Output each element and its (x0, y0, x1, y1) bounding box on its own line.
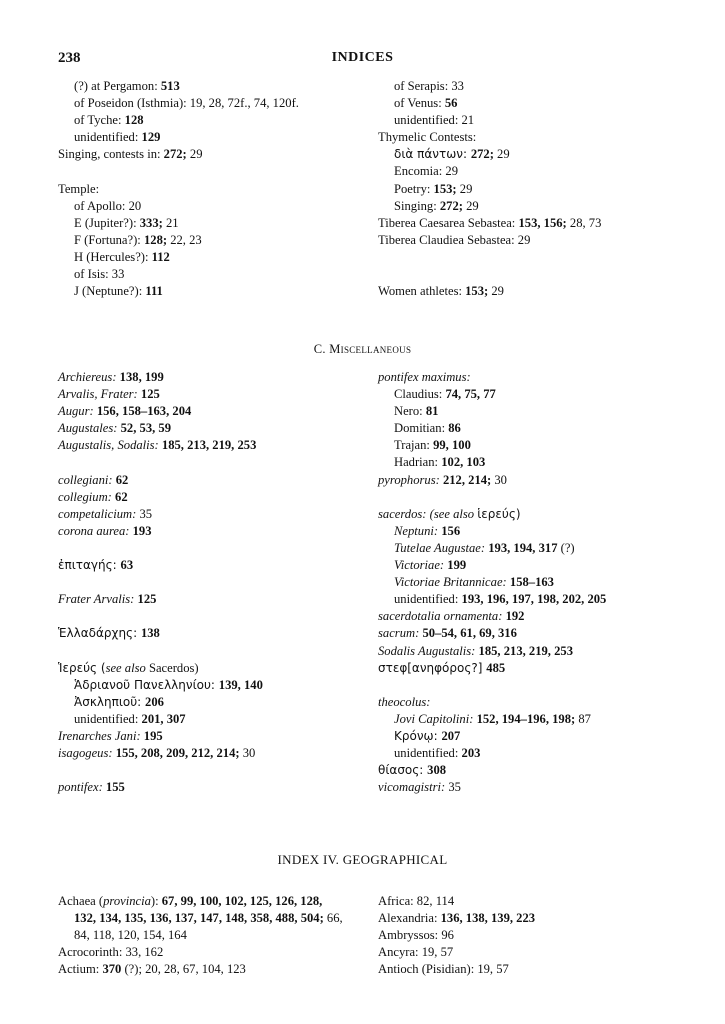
index-text: 206 (145, 694, 164, 709)
index-entry (378, 927, 535, 944)
index-entry (378, 472, 606, 489)
index-text: pontifex: (58, 780, 106, 795)
index-subentry (58, 927, 343, 944)
index-text: Domitian: (394, 421, 449, 436)
index-text: 128; (143, 232, 168, 247)
index-subentry (378, 112, 601, 129)
index-text: 139, 140 (218, 677, 263, 692)
index-text: 62 (115, 472, 129, 487)
index-text: 81 (425, 404, 439, 419)
index-text: 86 (448, 421, 461, 436)
index-entry (378, 625, 606, 642)
index-text: 485 (486, 660, 506, 675)
index-text: Claudius: (394, 387, 446, 402)
index-text: 138, 199 (119, 370, 164, 384)
index-subentry (378, 403, 606, 420)
index-text: 125 (140, 387, 160, 402)
index-text: Hadrian: (394, 455, 442, 470)
index-entry (378, 643, 606, 660)
index-text: 35 (448, 780, 461, 795)
index-subentry (58, 266, 299, 283)
index-text: Africa: 82, 114 (378, 894, 455, 908)
index-subentry (378, 420, 606, 437)
index-text: ἱερεύς) (477, 506, 521, 521)
index-text: 66, (323, 911, 343, 926)
index-subentry (378, 181, 601, 198)
index-text: 50–54, 61, 69, 316 (422, 626, 517, 641)
index-text: Frater Arvalis: (58, 592, 138, 607)
index-subentry (378, 540, 606, 557)
index-text: of Poseidon (Isthmia): 19, 28, 72f., 74, 120f. (74, 96, 299, 111)
index-text: isagogeus: (58, 746, 116, 761)
index-text: 62 (115, 489, 128, 504)
index-text: Victoriae: (394, 558, 448, 573)
index-text: of Apollo: 20 (74, 198, 142, 213)
index-entry (58, 506, 263, 523)
index-text: θίασος: (378, 763, 428, 778)
index-text: Ἁδριανοῦ Πανελληνίου: (74, 677, 219, 692)
index-iv-heading: INDEX IV. GEOGRAPHICAL (277, 852, 448, 867)
index-subentry (378, 146, 601, 163)
geo-left-column (58, 893, 343, 978)
index-text: unidentified: (74, 711, 142, 726)
index-text: Singing, contests in: (58, 147, 164, 162)
index-text: of Isis: 33 (74, 267, 125, 282)
index-text: Ancyra: 19, 57 (378, 945, 454, 960)
index-text: Thymelic Contests: (378, 130, 477, 145)
index-text: Tiberea Caesarea Sebastea: (378, 215, 519, 230)
index-subentry (378, 95, 601, 112)
index-entry (58, 779, 263, 796)
index-text: corona aurea: (58, 523, 133, 538)
index-text: 63 (120, 558, 134, 573)
index-text: 156, 158–163, 204 (96, 404, 192, 419)
index-text: sacerdotalia ornamenta: (378, 609, 506, 624)
index-text: 212, 214; (442, 472, 492, 487)
index-text: (?) at Pergamon: (74, 79, 161, 93)
index-text: 102, 103 (441, 455, 486, 470)
index-text: Neptuni: (394, 523, 442, 538)
index-subentry (378, 711, 606, 728)
index-subentry (58, 283, 299, 300)
index-entry (58, 893, 343, 910)
index-text: sacrum: (378, 626, 423, 641)
index-text: 155, 208, 209, 212, 214; (115, 746, 240, 761)
index-text: Nero: (394, 404, 426, 419)
index-text: 30 (239, 746, 256, 761)
index-entry (378, 283, 601, 300)
index-text: J (Neptune?): (74, 284, 146, 299)
index-text: 185, 213, 219, 253 (478, 643, 573, 658)
index-text: 29 (462, 198, 479, 213)
index-text: of Tyche: (74, 113, 125, 128)
index-text: 193 (132, 523, 152, 538)
spacer (378, 249, 601, 266)
index-entry (58, 728, 263, 745)
index-entry (58, 403, 263, 420)
index-text: Singing: (394, 198, 440, 213)
index-text: 67, 99, 100, 102, 125, 126, 128, (161, 894, 323, 908)
index-text: 29 (493, 147, 510, 162)
index-text: 112 (151, 249, 170, 264)
index-subentry (378, 163, 601, 180)
index-text: Irenarches Jani: (58, 728, 144, 743)
index-text: 132, 134, 135, 136, 137, 147, 148, 358, 488, 504; (74, 911, 324, 926)
spacer (58, 762, 263, 779)
index-text: 272; (470, 147, 494, 162)
index-text: E (Jupiter?): (74, 215, 140, 230)
index-text: 22, 23 (167, 232, 202, 247)
index-subentry (378, 574, 606, 591)
index-text: competalicium: (58, 506, 140, 521)
geo-right-column (378, 893, 535, 978)
misc-left-column (58, 369, 263, 796)
index-entry (378, 232, 601, 249)
index-subentry (58, 129, 299, 146)
index-text: 201, 307 (141, 711, 186, 726)
index-subentry (58, 112, 299, 129)
index-text: theocolus: (378, 694, 431, 709)
spacer (58, 574, 263, 591)
index-text: unidentified: (394, 592, 462, 607)
index-text: 308 (427, 763, 447, 778)
section-c-letter: C. (313, 342, 330, 356)
index-text: provincia (103, 894, 151, 908)
index-text: Victoriae Britannicae: (394, 575, 510, 590)
index-entry (378, 369, 606, 386)
index-text: Ἀσκληπιοῦ: (74, 694, 146, 709)
index-text: 513 (160, 79, 180, 93)
index-entry (58, 745, 263, 762)
index-text: 87 (575, 711, 591, 726)
index-text: 21 (162, 215, 179, 230)
index-text: 74, 75, 77 (445, 387, 496, 402)
index-text: 156 (441, 523, 461, 538)
index-text: στεφ[ανηφόρος?] (378, 660, 487, 675)
index-text: ἐπιταγής: (58, 558, 121, 573)
index-text: 153; (465, 284, 489, 299)
index-subentry (378, 557, 606, 574)
index-text: 138 (140, 626, 160, 641)
index-entry (378, 762, 606, 779)
index-text: (?) (557, 540, 575, 555)
index-entry (58, 961, 343, 978)
index-text: sacerdos: (see also (378, 506, 478, 521)
index-entry (58, 489, 263, 506)
index-subentry (378, 437, 606, 454)
index-text: 207 (441, 728, 461, 743)
index-subentry (58, 78, 299, 95)
index-text: 84, 118, 120, 154, 164 (74, 928, 187, 943)
index-text: Temple: (58, 181, 100, 196)
index-entry (378, 215, 601, 232)
index-subentry (58, 198, 299, 215)
spacer (378, 677, 606, 694)
index-text: 155 (105, 780, 125, 795)
index-text: see also (105, 660, 146, 675)
index-text: 333; (139, 215, 163, 230)
index-entry (378, 694, 606, 711)
index-text: Ἑλλαδάρχης: (58, 626, 141, 641)
index-subentry (378, 523, 606, 540)
top-left-column (58, 78, 299, 300)
index-entry (58, 660, 263, 677)
index-subentry (58, 694, 263, 711)
top-right-column (378, 78, 601, 300)
index-text: unidentified: 21 (394, 113, 475, 128)
index-text: 111 (145, 284, 163, 299)
index-entry (58, 944, 343, 961)
index-text: 136, 138, 139, 223 (440, 911, 536, 926)
index-text: 195 (143, 728, 163, 743)
index-text: 199 (447, 558, 467, 573)
index-text: vicomagistri: (378, 780, 449, 795)
index-subentry (58, 249, 299, 266)
index-entry (378, 779, 606, 796)
index-text: Alexandria: (378, 911, 441, 926)
index-entry (378, 660, 606, 677)
index-entry (378, 961, 535, 978)
index-text: collegium: (58, 489, 116, 504)
spacer (378, 266, 601, 283)
index-entry (58, 420, 263, 437)
index-text: 272; (163, 147, 187, 162)
index-subentry (58, 232, 299, 249)
index-entry (378, 608, 606, 625)
index-subentry (58, 677, 263, 694)
index-text: 28, 73 (566, 215, 602, 230)
index-text: Poetry: (394, 181, 434, 196)
index-text: F (Fortuna?): (74, 232, 144, 247)
spacer (58, 608, 263, 625)
index-entry (58, 472, 263, 489)
page-number: 238 (58, 50, 81, 66)
index-text: of Venus: (394, 96, 445, 111)
index-text: Augur: (58, 404, 97, 419)
index-text: Women athletes: (378, 284, 466, 299)
index-subentry (378, 745, 606, 762)
spacer (58, 643, 263, 660)
index-text: collegiani: (58, 472, 116, 487)
index-entry (58, 591, 263, 608)
index-text: 52, 53, 59 (120, 421, 171, 436)
running-head: INDICES (331, 50, 394, 65)
section-c-title: Miscellaneous (329, 342, 412, 356)
index-text: 203 (461, 746, 481, 761)
index-entry (58, 557, 263, 574)
index-text: διὰ πάντων: (394, 147, 471, 162)
index-text: 29 (456, 181, 473, 196)
index-text: Sacerdos) (145, 660, 199, 675)
index-text: 125 (137, 592, 157, 607)
index-text: Acrocorinth: 33, 162 (58, 945, 164, 960)
index-subentry (378, 728, 606, 745)
index-subentry (378, 198, 601, 215)
index-text: unidentified: (394, 746, 462, 761)
misc-right-column (378, 369, 606, 796)
index-text: 29 (186, 147, 203, 162)
index-subentry (378, 386, 606, 403)
index-text: unidentified: (74, 130, 142, 145)
index-text: Κρόνῳ: (394, 728, 442, 743)
index-text: Tutelae Augustae: (394, 540, 489, 555)
index-entry (378, 893, 535, 910)
index-text: 30 (491, 472, 507, 487)
index-entry (58, 146, 299, 163)
index-text: 272; (439, 198, 463, 213)
spacer (58, 454, 263, 471)
index-entry (58, 369, 263, 386)
index-text: H (Hercules?): (74, 249, 152, 264)
index-text: Archiereus: (58, 370, 120, 384)
index-entry (58, 523, 263, 540)
index-text: 128 (124, 113, 144, 128)
index-text: pyrophorus: (378, 472, 443, 487)
index-text: 193, 196, 197, 198, 202, 205 (461, 592, 607, 607)
index-subentry (378, 78, 601, 95)
index-entry (58, 181, 299, 198)
index-text: 158–163 (509, 575, 554, 590)
index-text: 192 (505, 609, 525, 624)
index-text: 193, 194, 317 (488, 540, 558, 555)
index-text: 152, 194–196, 198; (476, 711, 576, 726)
spacer (58, 540, 263, 557)
section-c-heading (0, 342, 725, 357)
index-subentry (58, 95, 299, 112)
index-text: of Serapis: 33 (394, 79, 464, 93)
index-subentry (58, 711, 263, 728)
index-text: Arvalis, Frater: (58, 387, 141, 402)
index-text: Actium: (58, 962, 103, 977)
index-text: Trajan: (394, 438, 434, 453)
spacer (378, 489, 606, 506)
index-text: Tiberea Claudiea Sebastea: 29 (378, 232, 531, 247)
index-entry (378, 944, 535, 961)
index-entry (58, 625, 263, 642)
index-text: 29 (488, 284, 504, 299)
index-entry (378, 506, 606, 523)
index-text: 99, 100 (433, 438, 471, 453)
index-subentry (58, 910, 343, 927)
index-text: Augustalis, Sodalis: (58, 438, 162, 453)
index-subentry (58, 215, 299, 232)
index-text: Ἱερεύς ( (58, 660, 106, 675)
spacer (58, 163, 299, 180)
index-entry (378, 129, 601, 146)
index-text: ): (150, 894, 162, 908)
index-text: 153; (433, 181, 457, 196)
index-text: Encomia: 29 (394, 164, 459, 179)
index-text: 153, 156; (518, 215, 567, 230)
index-subentry (378, 454, 606, 471)
index-entry (58, 386, 263, 403)
index-entry (58, 437, 263, 454)
index-text: Antioch (Pisidian): 19, 57 (378, 962, 509, 977)
index-text: Sodalis Augustalis: (378, 643, 479, 658)
index-text: 56 (444, 96, 458, 111)
index-text: 370 (102, 962, 122, 977)
index-text: Augustales: (58, 421, 121, 436)
index-text: 185, 213, 219, 253 (161, 438, 257, 453)
index-entry (378, 910, 535, 927)
index-text: Achaea ( (58, 894, 104, 908)
index-subentry (378, 591, 606, 608)
index-text: 129 (141, 130, 161, 145)
index-text: (?); 20, 28, 67, 104, 123 (121, 962, 246, 977)
index-text: Ambryssos: 96 (378, 928, 454, 943)
index-text: 35 (139, 506, 153, 521)
index-text: pontifex maximus: (378, 370, 471, 384)
index-text: Jovi Capitolini: (394, 711, 477, 726)
